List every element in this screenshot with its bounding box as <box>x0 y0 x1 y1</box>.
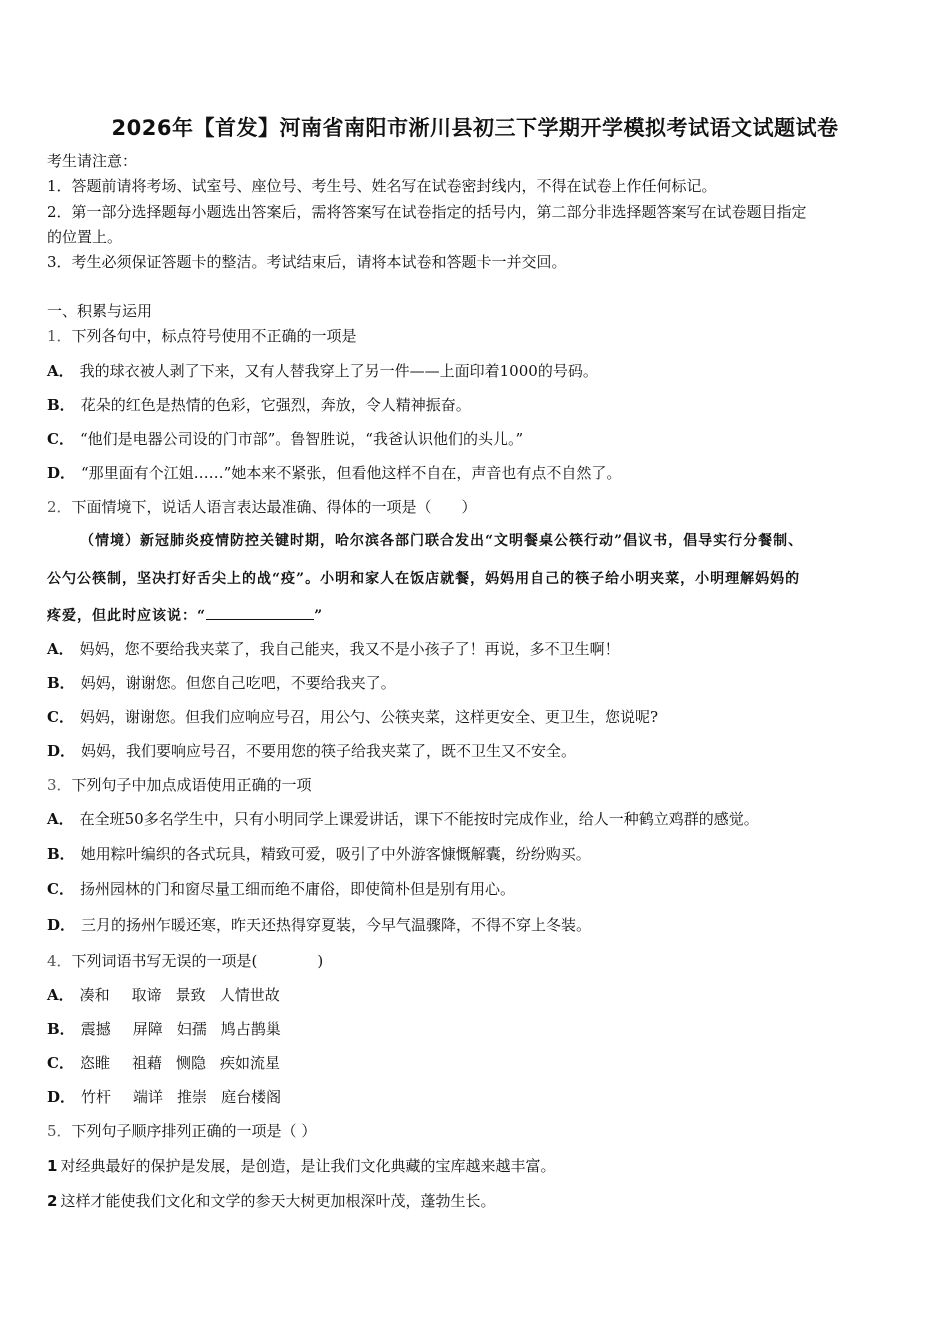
question-text: 下列词语书写无误的一项是( ) <box>71 952 324 970</box>
option-word: 妇孺 <box>176 1020 207 1038</box>
question-4-stem <box>47 952 323 970</box>
option-text: 妈妈，谢谢您。但您自己吃吧，不要给我夹了。 <box>80 674 396 692</box>
option-word: 祖藉 <box>131 1054 162 1072</box>
situation-text <box>47 607 323 625</box>
sentence-number: 2 <box>47 1192 58 1210</box>
option-word: 庭台楼阁 <box>221 1088 282 1106</box>
page-title: 2026年【首发】河南省南阳市淅川县初三下学期开学模拟考试语文试题试卷 <box>111 116 839 140</box>
option-text: 她用粽叶编织的各式玩具，精致可爱，吸引了中外游客慷慨解囊，纷纷购买。 <box>80 845 591 863</box>
section-heading: 一、积累与运用 <box>47 302 153 320</box>
question-5-stem <box>47 1122 316 1140</box>
option-text: 妈妈，我们要响应号召，不要用您的筷子给我夹菜了，既不卫生又不安全。 <box>81 742 577 760</box>
option-word: 取谛 <box>131 986 162 1004</box>
question-1-stem <box>47 327 357 345</box>
option-a <box>47 640 620 658</box>
option-word: 恻隐 <box>175 1054 206 1072</box>
option-text: 妈妈，谢谢您。但我们应响应号召，用公勺、公筷夹菜，这样更安全、更卫生，您说呢? <box>79 708 658 726</box>
option-text: 我的球衣被人剥了下来，又有人替我穿上了另一件——上面印着1000的号码。 <box>79 362 598 380</box>
option-label: A． <box>47 810 74 828</box>
option-text: “他们是电器公司设的门市部”。鲁智胜说，“我爸认识他们的头儿。” <box>79 430 524 448</box>
option-label: A． <box>47 986 74 1004</box>
option-d <box>47 742 576 760</box>
option-d <box>47 464 621 482</box>
notice-item: 的位置上。 <box>47 228 123 246</box>
sentence-number: 1 <box>47 1157 58 1175</box>
sentence-text: 这样才能使我们文化和文学的参天大树更加根深叶茂，蓬勃生长。 <box>60 1192 496 1210</box>
option-word: 震撼 <box>80 1020 111 1038</box>
question-text: 下列句子顺序排列正确的一项是（ ） <box>71 1122 317 1140</box>
sentence-2 <box>47 1192 495 1210</box>
option-label: B． <box>47 1020 75 1038</box>
notice-item: 1．答题前请将考场、试室号、座位号、考生号、姓名写在试卷密封线内，不得在试卷上作任何标记。 <box>47 177 717 195</box>
option-word: 鸠占鹊巢 <box>220 1020 281 1038</box>
question-number: 5． <box>47 1122 72 1140</box>
question-3-stem <box>47 776 312 794</box>
option-c <box>47 880 515 898</box>
question-number: 2． <box>47 498 72 516</box>
option-word: 竹杆 <box>81 1088 112 1106</box>
option-label: D． <box>47 464 76 482</box>
option-label: B． <box>47 845 75 863</box>
situation-text: 公勺公筷制，坚决打好舌尖上的战“疫”。小明和家人在饭店就餐，妈妈用自己的筷子给小明夹菜，小明理解妈妈的 <box>47 571 801 587</box>
option-c <box>47 430 523 448</box>
option-label: C． <box>47 708 74 726</box>
option-label: D． <box>47 916 76 934</box>
option-text: “那里面有个江姐……”她本来不紧张，但看他这样不自在，声音也有点不自然了。 <box>81 464 622 482</box>
notice-item: 3．考生必须保证答题卡的整洁。考试结束后，请将本试卷和答题卡一并交回。 <box>47 253 567 271</box>
option-b <box>47 396 471 414</box>
option-word: 疾如流星 <box>220 1054 281 1072</box>
option-b <box>47 1020 281 1038</box>
question-2-stem <box>47 498 477 516</box>
question-number: 3． <box>47 776 72 794</box>
option-label: D． <box>47 742 76 760</box>
option-label: B． <box>47 674 75 692</box>
option-c <box>47 1054 280 1072</box>
option-word: 人情世故 <box>219 986 280 1004</box>
option-b <box>47 845 591 863</box>
option-label: C． <box>47 430 74 448</box>
option-text: 扬州园林的门和窗尽量工细而绝不庸俗，即使简朴但是别有用心。 <box>79 880 515 898</box>
option-label: D． <box>47 1088 76 1106</box>
option-text: 三月的扬州乍暖还寒，昨天还热得穿夏装，今早气温骤降，不得不穿上冬装。 <box>81 916 592 934</box>
option-text: 妈妈，您不要给我夹菜了，我自己能夹，我又不是小孩子了！再说，多不卫生啊！ <box>79 640 620 658</box>
answer-blank <box>206 607 314 620</box>
notice-heading: 考生请注意： <box>47 152 138 170</box>
option-label: C． <box>47 880 74 898</box>
question-text: 下列句子中加点成语使用正确的一项 <box>71 776 312 794</box>
option-word: 景致 <box>175 986 206 1004</box>
option-word: 推崇 <box>177 1088 208 1106</box>
notice-item: 2．第一部分选择题每小题选出答案后，需将答案写在试卷指定的括号内，第二部分非选择题答案写在试卷题目指定 <box>47 203 807 221</box>
option-word: 恣睢 <box>79 1054 110 1072</box>
option-word: 凑和 <box>79 986 110 1004</box>
situation-text-part: 疼爱，但此时应该说：“ <box>47 608 207 624</box>
situation-text-part: ” <box>314 608 324 624</box>
option-a <box>47 986 280 1004</box>
sentence-text: 对经典最好的保护是发展，是创造，是让我们文化典藏的宝库越来越丰富。 <box>60 1157 556 1175</box>
question-number: 4． <box>47 952 72 970</box>
option-label: B． <box>47 396 75 414</box>
option-a <box>47 362 598 380</box>
question-text: 下面情境下，说话人语言表达最准确、得体的一项是（ ） <box>71 498 477 516</box>
option-a <box>47 810 759 828</box>
question-text: 下列各句中，标点符号使用不正确的一项是 <box>71 327 357 345</box>
option-word: 端详 <box>133 1088 164 1106</box>
option-label: A． <box>47 640 74 658</box>
sentence-1 <box>47 1157 555 1175</box>
option-text: 在全班50多名学生中，只有小明同学上课爱讲话，课下不能按时完成作业，给人一种鹤立鸡群的感觉。 <box>79 810 759 828</box>
option-d <box>47 916 591 934</box>
question-number: 1． <box>47 327 72 345</box>
option-label: C． <box>47 1054 74 1072</box>
situation-text: （情境）新冠肺炎疫情防控关键时期，哈尔滨各部门联合发出“文明餐桌公筷行动”倡议书，倡导实行分餐制、 <box>80 533 804 549</box>
option-d <box>47 1088 281 1106</box>
option-text: 花朵的红色是热情的色彩，它强烈，奔放，令人精神振奋。 <box>80 396 471 414</box>
option-word: 屏障 <box>132 1020 163 1038</box>
option-label: A． <box>47 362 74 380</box>
option-b <box>47 674 396 692</box>
option-c <box>47 708 658 726</box>
